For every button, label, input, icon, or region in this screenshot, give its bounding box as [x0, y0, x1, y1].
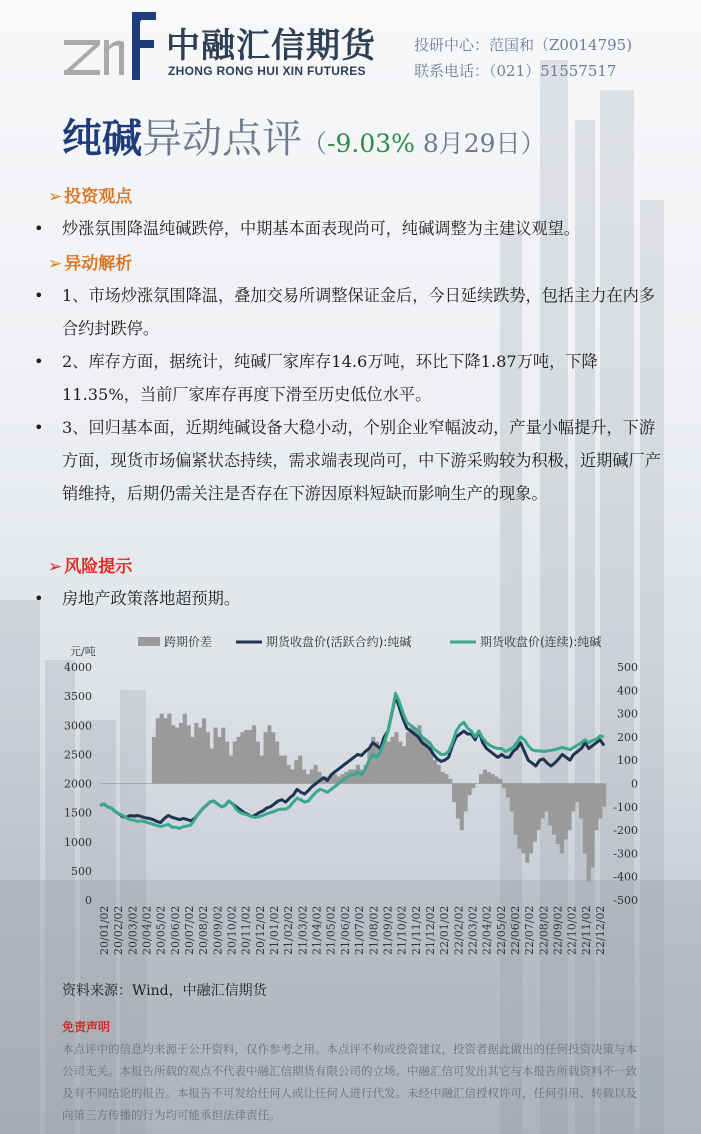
- spread-bar: [487, 772, 491, 784]
- analysis-list: [34, 279, 668, 510]
- legend-spread-label: 跨期价差: [164, 635, 213, 649]
- x-tick-label: 21/06/02: [338, 905, 352, 955]
- spread-bar: [187, 725, 191, 783]
- spread-bar: [464, 784, 468, 812]
- spread-bar: [437, 765, 441, 784]
- analysis-item-1-text: 1、市场炒涨氛围降温，叠加交易所调整保证金后，今日延续跌势，包括主力在内多合约封跌停。: [62, 286, 656, 338]
- spread-bar: [571, 784, 575, 812]
- spread-bar: [502, 784, 506, 789]
- company-name-en: ZHONG RONG HUI XIN FUTURES: [168, 64, 366, 78]
- spread-bar: [556, 784, 560, 845]
- bullet-icon: •: [34, 219, 44, 238]
- spread-bar: [548, 784, 552, 826]
- x-tick-label: 22/01/02: [438, 905, 452, 955]
- spread-bar: [248, 730, 252, 784]
- company-logo-icon: [60, 10, 160, 82]
- y-tick-left: 1000: [64, 835, 92, 849]
- spread-bar: [471, 784, 475, 789]
- spread-bar: [483, 770, 487, 784]
- x-tick-label: 21/05/02: [324, 905, 338, 955]
- x-tick-label: 21/12/02: [423, 905, 437, 955]
- x-tick-label: 20/12/02: [253, 905, 267, 955]
- y-tick-right: 200: [617, 730, 638, 744]
- spread-bar: [602, 784, 606, 807]
- contact-info: [414, 32, 632, 84]
- contact-line-phone: 联系电话：（021）51557517: [414, 62, 617, 80]
- contact-line-researcher: 投研中心：范国和（Z0014795): [414, 36, 633, 54]
- spread-bar: [414, 730, 418, 784]
- y-tick-left: 500: [71, 864, 92, 878]
- x-tick-label: 22/06/02: [508, 905, 522, 955]
- spread-bar: [494, 777, 498, 784]
- spread-bar: [544, 784, 548, 812]
- spread-bar: [163, 718, 167, 783]
- header: [0, 0, 701, 100]
- section-risk-label: 风险提示: [64, 557, 133, 577]
- spread-bar: [283, 756, 287, 784]
- spread-bar: [410, 728, 414, 784]
- spread-bar: [541, 784, 545, 819]
- spread-bar: [287, 765, 291, 784]
- x-tick-label: 20/03/02: [126, 905, 140, 955]
- bullet-icon: •: [34, 352, 44, 371]
- y-tick-left: 3500: [64, 690, 92, 704]
- spread-bar: [190, 737, 194, 784]
- y-tick-right: -400: [613, 870, 638, 884]
- spread-bar: [467, 784, 471, 796]
- x-tick-label: 21/02/02: [282, 905, 296, 955]
- spread-bar: [387, 742, 391, 784]
- title-date: 8月29日）: [414, 129, 546, 158]
- y-tick-right: -500: [613, 894, 638, 907]
- x-tick-label: 20/02/02: [112, 905, 126, 955]
- x-tick-label: 20/11/02: [239, 905, 253, 955]
- spread-bar: [294, 760, 298, 783]
- analysis-item-2: [34, 345, 668, 411]
- spread-bar: [390, 737, 394, 784]
- spread-bar: [252, 725, 256, 783]
- spread-bar: [402, 746, 406, 783]
- spread-bar: [594, 784, 598, 831]
- y-tick-left: 1500: [64, 806, 92, 820]
- spread-bar: [264, 732, 268, 783]
- analysis-item-3-text: 3、回归基本面，近期纯碱设备大稳小动，个别企业窄幅波动，产量小幅提升，下游方面，现货市场偏紧状态持续，需求端表现尚可，中下游采购较为积极，近期碱厂产销维持，后期仍需关注是否存在下游因原料短缺而影响生产的现象。: [62, 418, 661, 503]
- spread-bar: [198, 728, 202, 784]
- title-open-paren: （: [302, 129, 328, 158]
- spread-bar: [506, 784, 510, 798]
- spread-bar: [479, 774, 483, 783]
- soda-ash-price-chart: [56, 625, 666, 970]
- spread-bar: [183, 714, 187, 784]
- spread-bar: [521, 784, 525, 854]
- spread-bar: [533, 784, 537, 842]
- x-tick-label: 20/06/02: [168, 905, 182, 955]
- bullet-icon: •: [34, 286, 44, 305]
- x-tick-label: 22/03/02: [466, 905, 480, 955]
- spread-bar: [290, 770, 294, 784]
- title-change-percent: -9.03%: [327, 129, 415, 158]
- company-name-cn: 中融汇信期货: [166, 26, 376, 66]
- section-investment-view-heading: [48, 182, 132, 207]
- spread-bar: [213, 728, 217, 784]
- spread-bar: [498, 779, 502, 784]
- spread-bar: [529, 784, 533, 854]
- spread-bar: [156, 718, 160, 783]
- y-axis-left-label: 元/吨: [70, 645, 96, 658]
- spread-bar: [225, 742, 229, 784]
- spread-bar: [298, 756, 302, 784]
- spread-bar: [237, 737, 241, 784]
- spread-bar: [579, 784, 583, 819]
- spread-bar: [175, 728, 179, 784]
- spread-bar: [452, 784, 456, 803]
- spread-bar: [244, 730, 248, 784]
- legend-active-contract-label: 期货收盘价(活跃合约):纯碱: [266, 635, 412, 649]
- spread-bar: [406, 732, 410, 783]
- x-tick-label: 21/10/02: [395, 905, 409, 955]
- spread-bar: [552, 784, 556, 835]
- bullet-icon: •: [34, 418, 44, 437]
- x-tick-label: 21/03/02: [296, 905, 310, 955]
- spread-bar: [333, 774, 337, 783]
- y-tick-right: 100: [617, 754, 638, 768]
- spread-bar: [575, 784, 579, 803]
- x-tick-label: 20/07/02: [183, 905, 197, 955]
- spread-bar: [240, 732, 244, 783]
- chevron-right-icon: ➢: [48, 187, 63, 207]
- analysis-item-2-text: 2、库存方面，据统计，纯碱厂家库存14.6万吨，环比下降1.87万吨，下降11.35%，当前厂家库存再度下滑至历史低位水平。: [62, 352, 598, 404]
- x-tick-label: 21/04/02: [310, 905, 324, 955]
- spread-bar: [517, 784, 521, 849]
- x-tick-label: 21/08/02: [367, 905, 381, 955]
- x-tick-label: 20/10/02: [225, 905, 239, 955]
- y-tick-right: 300: [617, 707, 638, 721]
- spread-bar: [256, 742, 260, 784]
- analysis-item-1: [34, 279, 668, 345]
- risk-text: [34, 582, 668, 615]
- spread-bar: [460, 784, 464, 831]
- disclaimer-text: 本点评中的信息均来源于公开资料，仅作参考之用。本点评不构成投资建议，投资者据此做出的任何投资决策与本公司无关。本报告所载的观点不代表中融汇信期货有限公司的立场。中融汇信可发出其它与本报告所载资料不一致及有不同结论的报告。本报告不可发给任何人或让任何人进行代发。未经中融汇信授权许可，任何引用、转载以及向第三方传播的行为均可能承担法律责任。: [62, 1042, 637, 1122]
- spread-bar: [444, 774, 448, 783]
- spread-bar: [179, 723, 183, 784]
- x-tick-label: 21/01/02: [268, 905, 282, 955]
- title-topic: 异动点评: [142, 116, 302, 162]
- legend-spread-swatch: [138, 637, 160, 646]
- x-tick-label: 21/07/02: [353, 905, 367, 955]
- spread-bar: [152, 737, 156, 784]
- spread-bar: [398, 742, 402, 784]
- x-tick-label: 22/02/02: [452, 905, 466, 955]
- x-tick-label: 22/08/02: [537, 905, 551, 955]
- y-tick-left: 3000: [64, 719, 92, 733]
- y-tick-right: 0: [631, 777, 638, 791]
- x-tick-label: 22/07/02: [523, 905, 537, 955]
- spread-bar: [271, 732, 275, 783]
- y-tick-right: -100: [613, 800, 638, 814]
- x-tick-label: 20/08/02: [197, 905, 211, 955]
- x-tick-label: 22/09/02: [551, 905, 565, 955]
- investment-view-body: 炒涨氛围降温纯碱跌停，中期基本面表现尚可，纯碱调整为主建议观望。: [62, 219, 580, 238]
- page-title: [62, 112, 546, 171]
- data-source: 资料来源：Wind，中融汇信期货: [62, 983, 267, 999]
- y-tick-right: -300: [613, 847, 638, 861]
- y-tick-right: -200: [613, 824, 638, 838]
- spread-bar: [510, 784, 514, 812]
- spread-bar: [514, 784, 518, 835]
- x-tick-label: 20/09/02: [211, 905, 225, 955]
- spread-bar: [171, 725, 175, 783]
- spread-bar: [206, 732, 210, 783]
- spread-bar: [394, 732, 398, 783]
- analysis-item-3: [34, 411, 668, 510]
- spread-bar: [310, 770, 314, 784]
- spread-bar: [525, 784, 529, 863]
- x-tick-label: 20/05/02: [154, 905, 168, 955]
- spread-bar: [587, 784, 591, 882]
- spread-bar: [306, 774, 310, 783]
- title-product: 纯碱: [62, 116, 142, 162]
- spread-bar: [448, 779, 452, 784]
- bullet-icon: •: [34, 589, 44, 608]
- x-tick-label: 22/10/02: [565, 905, 579, 955]
- x-tick-label: 22/11/02: [579, 905, 593, 955]
- spread-bar: [314, 765, 318, 784]
- x-tick-label: 21/11/02: [409, 905, 423, 955]
- spread-bar: [210, 749, 214, 784]
- x-tick-label: 21/09/02: [381, 905, 395, 955]
- spread-bar: [217, 737, 221, 784]
- x-tick-label: 22/04/02: [480, 905, 494, 955]
- spread-bar: [279, 756, 283, 784]
- disclaimer-title: 免责声明: [62, 1020, 111, 1034]
- x-tick-label: 20/01/02: [98, 905, 111, 955]
- y-tick-left: 2500: [64, 748, 92, 762]
- spread-bar: [221, 728, 225, 784]
- section-risk-heading: [48, 552, 132, 577]
- spread-bar: [564, 784, 568, 840]
- x-tick-label: 22/05/02: [494, 905, 508, 955]
- section-investment-view-label: 投资观点: [64, 187, 133, 207]
- investment-view-text: [34, 212, 668, 245]
- spread-bar: [275, 742, 279, 784]
- spread-bar: [560, 784, 564, 854]
- spread-bar: [598, 784, 602, 819]
- legend-continuous-contract-label: 期货收盘价(连续):纯碱: [480, 635, 602, 649]
- spread-bar: [583, 784, 587, 854]
- spread-bar: [537, 784, 541, 831]
- spread-bar: [302, 770, 306, 784]
- y-tick-left: 0: [85, 894, 92, 907]
- x-tick-label: 20/04/02: [140, 905, 154, 955]
- spread-bar: [491, 774, 495, 783]
- spread-bar: [167, 714, 171, 784]
- y-tick-right: 400: [617, 684, 638, 698]
- spread-bar: [160, 714, 164, 784]
- spread-bar: [202, 718, 206, 783]
- spread-bar: [567, 784, 571, 831]
- spread-bar: [233, 742, 237, 784]
- chevron-right-icon: ➢: [48, 557, 63, 577]
- spread-bar: [440, 772, 444, 784]
- y-tick-right: 500: [617, 661, 638, 674]
- risk-body: 房地产政策落地超预期。: [62, 589, 241, 608]
- spread-bar: [591, 784, 595, 868]
- spread-bar: [433, 760, 437, 783]
- spread-bar: [456, 784, 460, 819]
- chevron-right-icon: ➢: [48, 254, 63, 274]
- y-tick-left: 4000: [64, 661, 92, 674]
- section-analysis-label: 异动解析: [64, 254, 133, 274]
- spread-bar: [194, 723, 198, 784]
- spread-bar: [260, 756, 264, 784]
- spread-bar: [267, 725, 271, 783]
- spread-bar: [229, 756, 233, 784]
- y-tick-left: 2000: [64, 777, 92, 791]
- section-analysis-heading: [48, 249, 132, 274]
- x-tick-label: 22/12/02: [594, 905, 607, 955]
